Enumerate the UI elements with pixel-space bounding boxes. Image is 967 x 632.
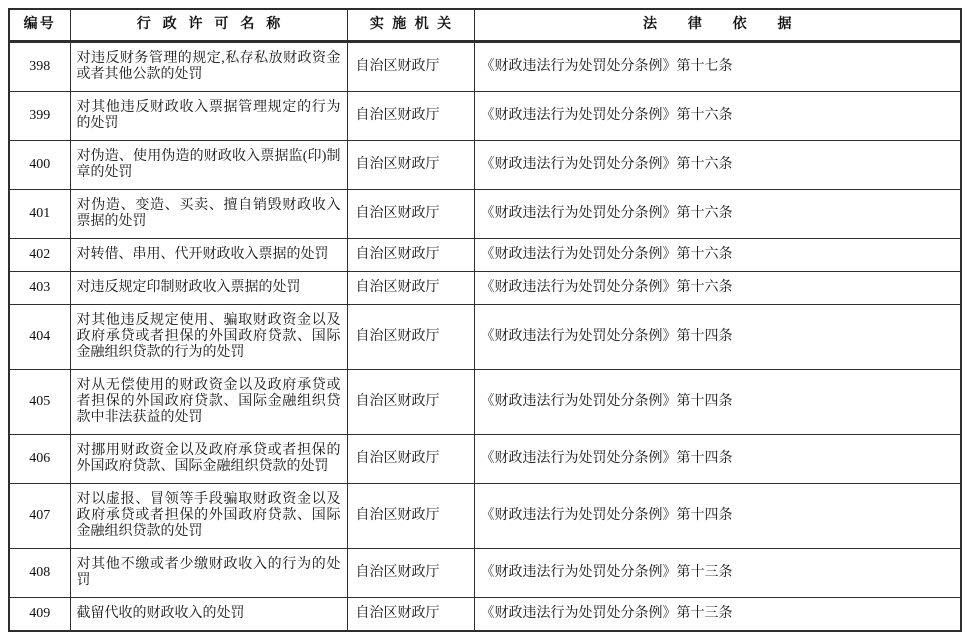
row-agency: 自治区财政厅 [347, 484, 474, 549]
table-row [9, 272, 961, 305]
row-id: 402 [9, 239, 70, 272]
row-permit-name: 截留代收的财政收入的处罚 [70, 598, 347, 632]
table-row [9, 549, 961, 598]
row-agency: 自治区财政厅 [347, 42, 474, 92]
row-id: 404 [9, 305, 70, 370]
row-legal-basis: 《财政违法行为处罚处分条例》第十七条 [474, 42, 961, 92]
row-agency: 自治区财政厅 [347, 272, 474, 305]
row-id: 406 [9, 435, 70, 484]
row-id: 398 [9, 42, 70, 92]
table-row [9, 598, 961, 632]
header-legal-basis: 法律依据 [474, 9, 961, 42]
row-id: 401 [9, 190, 70, 239]
table-body [9, 42, 961, 632]
table-row [9, 92, 961, 141]
table-row [9, 370, 961, 435]
table-row [9, 42, 961, 92]
row-id: 399 [9, 92, 70, 141]
row-permit-name: 对挪用财政资金以及政府承贷或者担保的外国政府贷款、国际金融组织贷款的处罚 [70, 435, 347, 484]
row-agency: 自治区财政厅 [347, 549, 474, 598]
row-agency: 自治区财政厅 [347, 370, 474, 435]
row-permit-name: 对从无偿使用的财政资金以及政府承贷或者担保的外国政府贷款、国际金融组织贷款中非法获益的处罚 [70, 370, 347, 435]
table-row [9, 141, 961, 190]
row-agency: 自治区财政厅 [347, 239, 474, 272]
row-permit-name: 对其他不缴或者少缴财政收入的行为的处罚 [70, 549, 347, 598]
row-permit-name: 对违反财务管理的规定,私存私放财政资金或者其他公款的处罚 [70, 42, 347, 92]
header-id: 编号 [9, 9, 70, 42]
row-legal-basis: 《财政违法行为处罚处分条例》第十四条 [474, 370, 961, 435]
row-legal-basis: 《财政违法行为处罚处分条例》第十四条 [474, 305, 961, 370]
row-id: 409 [9, 598, 70, 632]
row-legal-basis: 《财政违法行为处罚处分条例》第十三条 [474, 598, 961, 632]
row-permit-name: 对伪造、变造、买卖、擅自销毁财政收入票据的处罚 [70, 190, 347, 239]
table-row [9, 239, 961, 272]
row-agency: 自治区财政厅 [347, 190, 474, 239]
row-legal-basis: 《财政违法行为处罚处分条例》第十六条 [474, 92, 961, 141]
row-id: 407 [9, 484, 70, 549]
row-permit-name: 对转借、串用、代开财政收入票据的处罚 [70, 239, 347, 272]
row-agency: 自治区财政厅 [347, 305, 474, 370]
row-agency: 自治区财政厅 [347, 92, 474, 141]
row-legal-basis: 《财政违法行为处罚处分条例》第十六条 [474, 141, 961, 190]
row-id: 400 [9, 141, 70, 190]
row-legal-basis: 《财政违法行为处罚处分条例》第十六条 [474, 190, 961, 239]
row-agency: 自治区财政厅 [347, 141, 474, 190]
header-agency: 实施机关 [347, 9, 474, 42]
header-permit-name: 行政许可名称 [70, 9, 347, 42]
row-legal-basis: 《财政违法行为处罚处分条例》第十三条 [474, 549, 961, 598]
row-permit-name: 对伪造、使用伪造的财政收入票据监(印)制章的处罚 [70, 141, 347, 190]
row-permit-name: 对其他违反规定使用、骗取财政资金以及政府承贷或者担保的外国政府贷款、国际金融组织贷款的行为的处罚 [70, 305, 347, 370]
row-legal-basis: 《财政违法行为处罚处分条例》第十六条 [474, 239, 961, 272]
table-row [9, 305, 961, 370]
row-permit-name: 对其他违反财政收入票据管理规定的行为的处罚 [70, 92, 347, 141]
row-id: 405 [9, 370, 70, 435]
row-permit-name: 对违反规定印制财政收入票据的处罚 [70, 272, 347, 305]
row-permit-name: 对以虚报、冒领等手段骗取财政资金以及政府承贷或者担保的外国政府贷款、国际金融组织贷款的处罚 [70, 484, 347, 549]
row-id: 408 [9, 549, 70, 598]
row-legal-basis: 《财政违法行为处罚处分条例》第十六条 [474, 272, 961, 305]
header-row [9, 9, 961, 42]
table-row [9, 484, 961, 549]
table-row [9, 435, 961, 484]
administrative-permits-table [8, 8, 962, 632]
row-id: 403 [9, 272, 70, 305]
row-agency: 自治区财政厅 [347, 435, 474, 484]
table-header [9, 9, 961, 42]
table-row [9, 190, 961, 239]
row-legal-basis: 《财政违法行为处罚处分条例》第十四条 [474, 484, 961, 549]
row-legal-basis: 《财政违法行为处罚处分条例》第十四条 [474, 435, 961, 484]
row-agency: 自治区财政厅 [347, 598, 474, 632]
